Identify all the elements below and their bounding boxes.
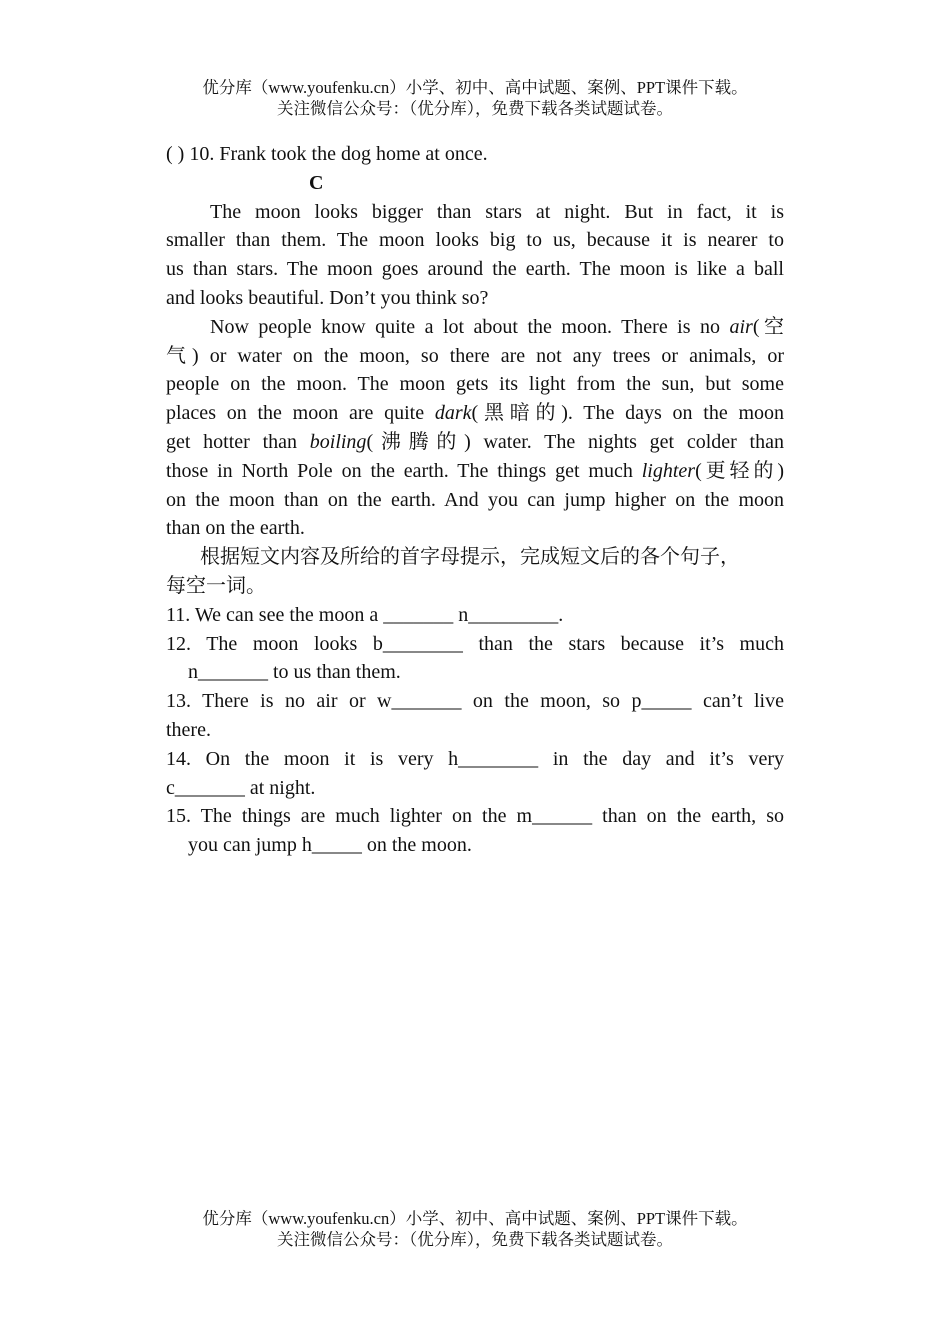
- question-15: 15. The things are much lighter on the m______ than on the earth, so: [166, 805, 784, 828]
- keyword-air: air: [729, 315, 753, 338]
- passage-line: us than stars. The moon goes around the earth. The moon is like a ball: [166, 258, 784, 281]
- text-span: (空: [752, 315, 784, 338]
- question-12: 12. The moon looks b________ than the stars because it’s much: [166, 632, 784, 655]
- question-10: ( ) 10. Frank took the dog home at once.: [166, 143, 488, 165]
- passage-line: people on the moon. The moon gets its light from the sun, but some: [166, 373, 784, 396]
- passage-line: [166, 399, 784, 428]
- passage-paragraph-1: [166, 198, 784, 313]
- question-list: [166, 601, 784, 860]
- passage-line: than on the earth.: [166, 517, 305, 540]
- footer-line-1: 优分库（www.youfenku.cn）小学、初中、高中试题、案例、PPT课件下载。: [202, 1209, 748, 1228]
- text-span: (黑暗的). The days on the moon: [471, 402, 784, 425]
- text-span: places on the moon are quite: [166, 402, 435, 425]
- text-span: Now people know quite a lot about the moon. There is no: [210, 315, 730, 338]
- text-span: (沸腾的) water. The nights get colder than: [366, 430, 784, 453]
- text-span: (更轻的): [695, 459, 784, 482]
- question-13: 13. There is no air or w_______ on the moon, so p_____ can’t live: [166, 690, 784, 713]
- passage-line: 气) or water on the moon, so there are not any trees or animals, or: [166, 344, 784, 367]
- keyword-boiling: boiling: [309, 430, 367, 453]
- passage-line: [166, 313, 784, 342]
- text-span: get hotter than: [166, 430, 310, 453]
- passage-paragraph-2: [166, 313, 784, 543]
- header-line-2: 关注微信公众号：（优分库），免费下载各类试题试卷。: [277, 99, 673, 118]
- keyword-lighter: lighter: [641, 459, 696, 482]
- question-12-cont: n_______ to us than them.: [188, 661, 401, 684]
- question-13-cont: there.: [166, 718, 211, 741]
- header-line-1: 优分库（www.youfenku.cn）小学、初中、高中试题、案例、PPT课件下载。: [202, 78, 748, 97]
- text-span: those in North Pole on the earth. The things get much: [166, 459, 642, 482]
- question-11: 11. We can see the moon a _______ n_________.: [166, 603, 564, 626]
- page-header: [0, 77, 950, 119]
- passage-line: on the moon than on the earth. And you can jump higher on the moon: [166, 488, 784, 511]
- passage-line: The moon looks bigger than stars at night. But in fact, it is: [210, 200, 784, 223]
- keyword-dark: dark: [434, 402, 472, 425]
- question-14: 14. On the moon it is very h________ in the day and it’s very: [166, 747, 784, 770]
- section-label: C: [309, 171, 324, 194]
- passage-line: and looks beautiful. Don’t you think so?: [166, 286, 489, 309]
- footer-line-2: 关注微信公众号：（优分库），免费下载各类试题试卷。: [277, 1230, 673, 1249]
- passage-line: [166, 457, 784, 486]
- question-15-cont: you can jump h_____ on the moon.: [188, 834, 472, 857]
- instruction-line-1: 根据短文内容及所给的首字母提示，完成短文后的各个句子，: [200, 546, 740, 569]
- page-footer: [0, 1208, 950, 1250]
- passage-line: smaller than them. The moon looks big to us, because it is nearer to: [166, 229, 784, 252]
- passage-line: [166, 428, 784, 457]
- question-14-cont: c_______ at night.: [166, 776, 316, 799]
- instruction-line-2: 每空一词。: [166, 574, 266, 597]
- instruction: [166, 543, 784, 601]
- document-body: [166, 140, 784, 860]
